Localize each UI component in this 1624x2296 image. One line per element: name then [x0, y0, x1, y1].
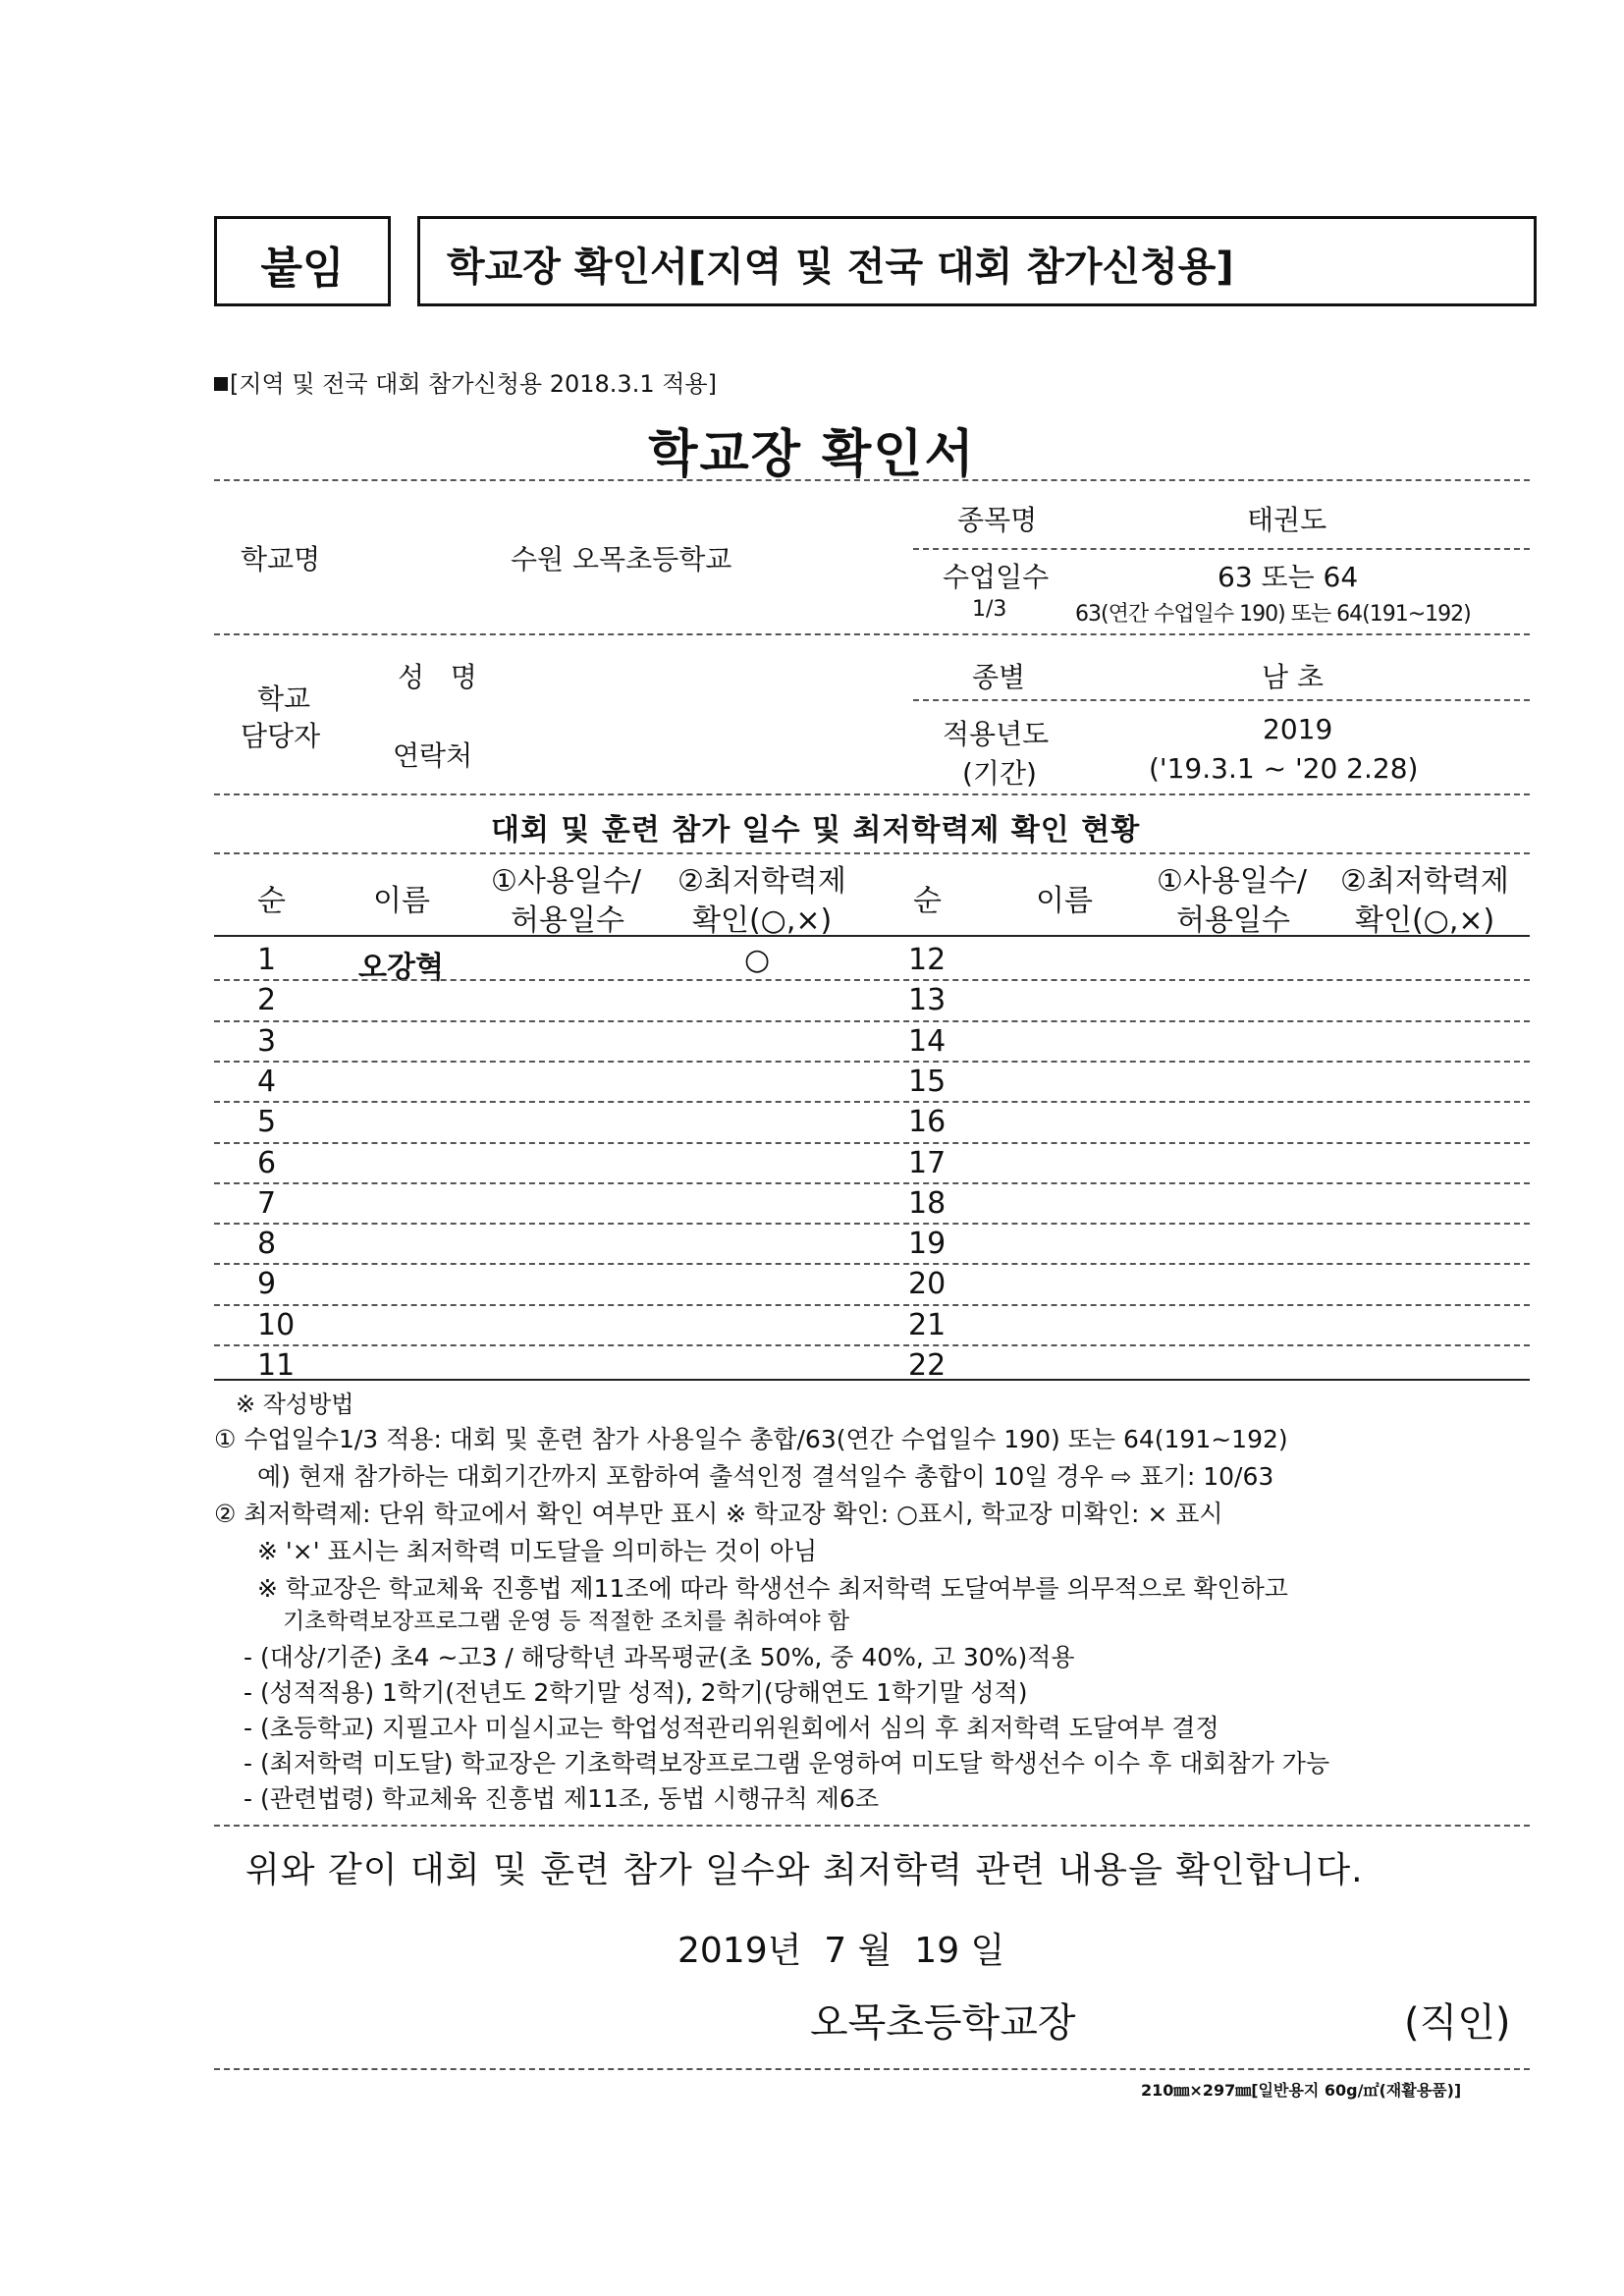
header-min-right-2: 확인(○,×): [1355, 903, 1495, 938]
header-days-right-1: ①사용일수/: [1157, 864, 1307, 899]
row-divider: [214, 1223, 1530, 1225]
principal-name: 오목초등학교장: [810, 2000, 1076, 2046]
header-no-right: 순: [913, 884, 942, 918]
school-label: 학교명: [241, 543, 321, 575]
notice-text: [지역 및 전국 대회 참가신청용 2018.3.1 적용]: [230, 370, 717, 398]
instruction-line: 예) 현재 참가하는 대회기간까지 포함하여 출석인정 결석일수 총합이 10일 경우 ⇨ 표기: 10/63: [257, 1462, 1274, 1491]
table-title: 대회 및 훈련 참가 일수 및 최저학력제 확인 현황: [491, 813, 1141, 847]
instruction-line: - (초등학교) 지필고사 미실시교는 학업성적관리위원회에서 심의 후 최저학력 도달여부 결정: [244, 1714, 1219, 1742]
year-label: 적용년도: [943, 718, 1050, 750]
table-cell-no: 16: [908, 1105, 947, 1140]
days-value: 63 또는 64: [1218, 561, 1359, 593]
table-cell-no: 10: [257, 1307, 296, 1342]
school-value: 수원 오목초등학교: [511, 543, 732, 575]
instruction-line: ② 최저학력제: 단위 학교에서 확인 여부만 표시 ※ 학교장 확인: ○표시, 학교장 미확인: × 표시: [214, 1500, 1223, 1528]
year-value: 2019: [1263, 713, 1333, 745]
doc-title: 학교장 확인서: [648, 425, 976, 484]
divider: [913, 699, 1530, 701]
category-value: 남 초: [1262, 661, 1324, 693]
table-cell-no: 9: [257, 1267, 277, 1302]
divider: [214, 2068, 1530, 2070]
divider: [913, 548, 1530, 550]
instruction-line: 기초학력보장프로그램 운영 등 적절한 조치를 취하여야 함: [283, 1609, 850, 1634]
header-name-right: 이름: [1036, 884, 1093, 918]
instruction-line: - (관련법령) 학교체육 진흥법 제11조, 동법 시행규칙 제6조: [244, 1784, 879, 1813]
header-min-left-2: 확인(○,×): [692, 903, 833, 938]
period-value: ('19.3.1 ~ '20 2.28): [1149, 752, 1419, 785]
table-cell-no: 8: [257, 1227, 277, 1262]
table-cell-no: 21: [908, 1307, 947, 1342]
header-no-left: 순: [257, 884, 286, 918]
confirmation-text: 위와 같이 대회 및 훈련 참가 일수와 최저학력 관련 내용을 확인합니다.: [245, 1850, 1364, 1890]
table-cell-no: 18: [908, 1185, 947, 1221]
table-bottom-divider: [214, 1379, 1530, 1381]
table-cell-no: 12: [908, 943, 947, 977]
header-title: 학교장 확인서[지역 및 전국 대회 참가신청용]: [447, 245, 1234, 290]
table-cell-no: 1: [257, 943, 277, 977]
instruction-line: - (대상/기준) 초4 ~고3 / 해당학년 과목평균(초 50%, 중 40%, 고 30%)적용: [244, 1643, 1075, 1671]
header-name-left: 이름: [373, 884, 430, 918]
instruction-line: ① 수업일수1/3 적용: 대회 및 훈련 참가 사용일수 총합/63(연간 수업일수 190) 또는 64(191~192): [214, 1425, 1288, 1453]
instruction-line: - (최저학력 미도달) 학교장은 기초학력보장프로그램 운영하여 미도달 학생선수 이수 후 대회참가 가능: [244, 1749, 1330, 1777]
table-cell-no: 2: [257, 983, 277, 1018]
contact-label: 연락처: [393, 739, 473, 772]
header-days-left-2: 허용일수: [511, 903, 624, 938]
event-value: 태권도: [1247, 504, 1327, 536]
header-min-right-1: ②최저학력제: [1340, 864, 1509, 899]
row-divider: [214, 1101, 1530, 1103]
header-min-left-1: ②최저학력제: [677, 864, 846, 899]
name-label: 성 명: [398, 661, 477, 693]
divider: [214, 479, 1530, 481]
instruction-line: ※ 학교장은 학교체육 진흥법 제11조에 따라 학생선수 최저학력 도달여부를 의무적으로 확인하고: [257, 1574, 1288, 1603]
third-label: 1/3: [972, 597, 1007, 622]
manager-label-1: 학교: [257, 683, 311, 715]
attachment-label: 붙임: [260, 244, 345, 294]
instruction-line: - (성적적용) 1학기(전년도 2학기말 성적), 2학기(당해연도 1학기말 성적): [244, 1678, 1028, 1707]
divider: [214, 633, 1530, 635]
divider: [214, 1825, 1530, 1827]
table-cell-no: 6: [257, 1145, 277, 1180]
table-cell-no: 11: [257, 1348, 296, 1383]
paper-spec-footer: 210㎜×297㎜[일반용지 60g/㎡(재활용품)]: [1141, 2081, 1462, 2100]
table-cell-no: 17: [908, 1145, 947, 1180]
row-divider: [214, 1142, 1530, 1144]
row-divider: [214, 1182, 1530, 1184]
table-cell-no: 19: [908, 1227, 947, 1262]
table-cell-no: 14: [908, 1023, 947, 1059]
days-label: 수업일수: [943, 561, 1050, 593]
row-divider: [214, 1263, 1530, 1265]
date-text: 2019년 7 월 19 일: [677, 1931, 1005, 1971]
third-value: 63(연간 수업일수 190) 또는 64(191~192): [1075, 602, 1471, 627]
table-cell-no: 3: [257, 1023, 277, 1059]
row-divider: [214, 1344, 1530, 1346]
table-cell-no: 13: [908, 983, 947, 1018]
table-cell-name: 오강혁: [358, 951, 444, 985]
table-header-divider: [214, 935, 1530, 937]
period-label: (기간): [962, 757, 1037, 790]
instruction-line: ※ '×' 표시는 최저학력 미도달을 의미하는 것이 아님: [257, 1537, 818, 1565]
header-days-right-2: 허용일수: [1176, 903, 1290, 938]
divider: [214, 793, 1530, 795]
table-cell-no: 7: [257, 1185, 277, 1221]
table-cell-no: 20: [908, 1267, 947, 1302]
bullet-square-icon: [214, 377, 228, 391]
row-divider: [214, 1061, 1530, 1063]
row-divider: [214, 1020, 1530, 1022]
seal-placeholder: (직인): [1404, 2000, 1511, 2046]
header-days-left-1: ①사용일수/: [491, 864, 641, 899]
manager-label-2: 담당자: [241, 720, 321, 752]
divider: [214, 852, 1530, 854]
table-cell-check: ○: [744, 943, 771, 977]
row-divider: [214, 1304, 1530, 1306]
notice-line: [214, 364, 717, 399]
table-cell-no: 22: [908, 1348, 947, 1383]
row-divider: [214, 979, 1530, 981]
table-cell-no: 15: [908, 1064, 947, 1099]
table-cell-no: 5: [257, 1105, 277, 1140]
event-label: 종목명: [957, 504, 1038, 536]
category-label: 종별: [972, 661, 1026, 693]
table-cell-no: 4: [257, 1064, 277, 1099]
instructions-heading: ※ 작성방법: [236, 1391, 354, 1418]
